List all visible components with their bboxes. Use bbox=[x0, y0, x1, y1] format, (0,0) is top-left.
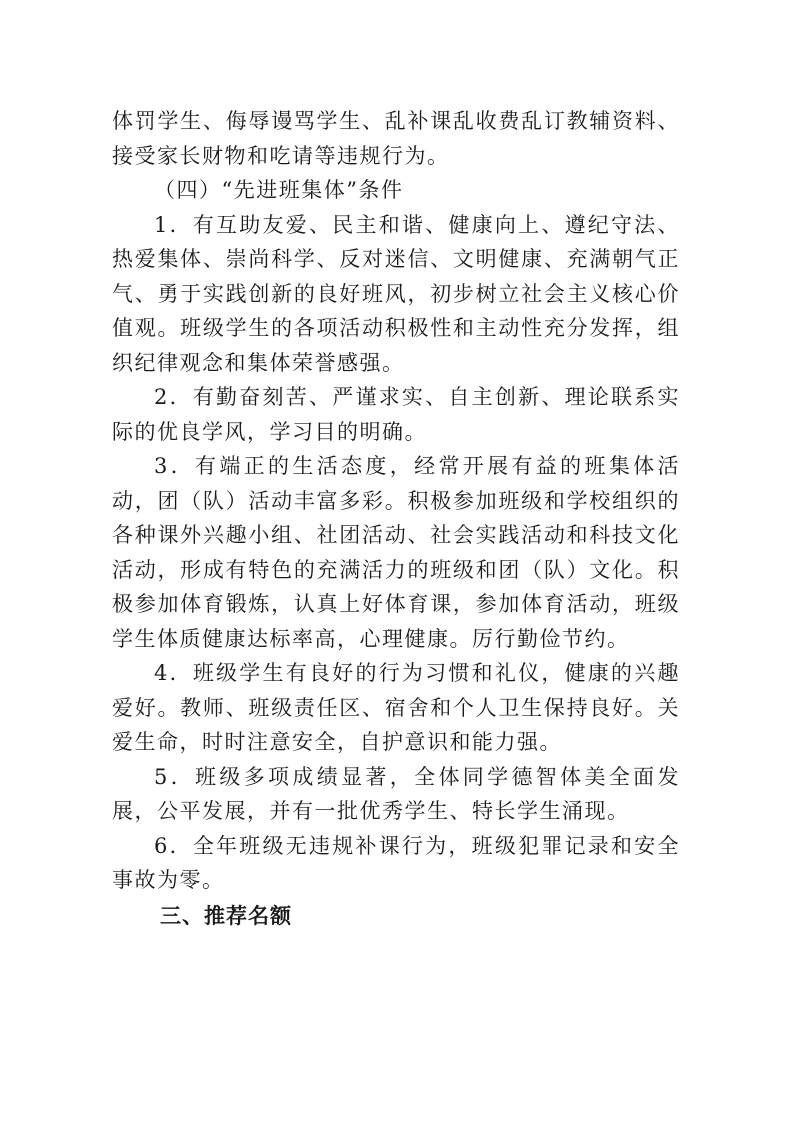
document-body bbox=[112, 104, 680, 934]
section-three-heading: 三、推荐名额 bbox=[160, 903, 292, 928]
section-four-title: （四）“先进班集体”条件 bbox=[154, 178, 404, 202]
criteria-item-1: 1．有互助友爱、民主和谐、健康向上、遵纪守法、热爱集体、崇尚科学、反对迷信、文明健康、充满朝气正气、勇于实践创新的良好班风，初步树立社会主义核心价值观。班级学生的各项活动积极性和主动性充分发挥，组织纪律观念和集体荣誉感强。 bbox=[112, 212, 680, 375]
criteria-item-2: 2．有勤奋刻苦、严谨求实、自主创新、理论联系实际的优良学风，学习目的明确。 bbox=[112, 385, 680, 444]
criteria-item-3: 3．有端正的生活态度，经常开展有益的班集体活动，团（队）活动丰富多彩。积极参加班级和学校组织的各种课外兴趣小组、社团活动、社会实践活动和科技文化活动，形成有特色的充满活力的班级和团（队）文化。积极参加体育锻炼，认真上好体育课，参加体育活动，班级学生体质健康达标率高，心理健康。厉行勤俭节约。 bbox=[112, 454, 680, 651]
continuation-paragraph: 体罚学生、侮辱谩骂学生、乱补课乱收费乱订教辅资料、接受家长财物和吃请等违规行为。 bbox=[112, 109, 680, 168]
criteria-item-6: 6．全年班级无违规补课行为，班级犯罪记录和安全事故为零。 bbox=[112, 833, 680, 892]
criteria-item-4: 4．班级学生有良好的行为习惯和礼仪，健康的兴趣爱好。教师、班级责任区、宿舍和个人卫生保持良好。关爱生命，时时注意安全，自护意识和能力强。 bbox=[112, 661, 680, 754]
criteria-item-5: 5．班级多项成绩显著，全体同学德智体美全面发展，公平发展，并有一批优秀学生、特长学生涌现。 bbox=[112, 764, 680, 823]
